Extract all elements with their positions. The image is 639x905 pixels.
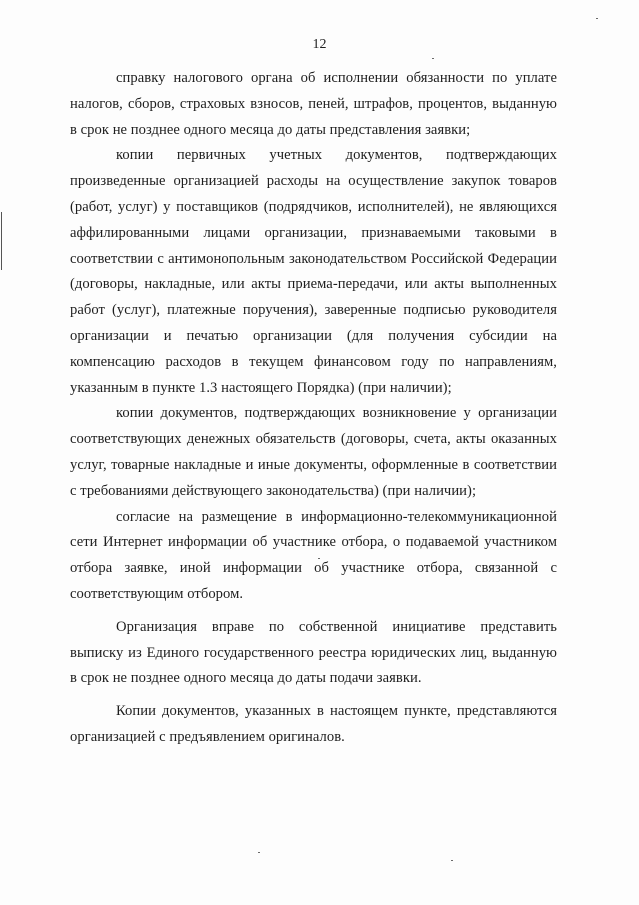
scan-speck (451, 860, 453, 861)
page-number: 12 (312, 37, 327, 52)
paragraph-tax-certificate: справку налогового органа об исполнении обязанности по уплате налогов, сборов, страховых взносов, пеней, штрафов, процентов, выданную в срок не позднее одного месяца до даты представления заявки; (70, 70, 557, 138)
paragraph-consent: согласие на размещение в информационно-телекоммуникационной сети Интернет информации об участнике отбора, о подаваемой участником отбора заявке, иной информации об участнике отбора, связанной с соответствующим отбором. (70, 508, 557, 602)
paragraph-copies-originals: Копии документов, указанных в настоящем пункте, представляются организацией с предъявлением оригиналов. (70, 703, 557, 745)
scan-speck (596, 18, 598, 19)
paragraph-primary-documents: копии первичных учетных документов, подтверждающих произведенные организацией расходы на осуществление закупок товаров (работ, услуг) у поставщиков (подрядчиков, исполнителей), не являющихся аффилированными лицами организации, признаваемыми таковыми в соответствии с антимонопольным законодательством Российской Федерации (договоры, накладные, или акты приема-передачи, или акты выполненных работ (услуг), платежные поручения), заверенные подписью руководителя организации и печатью организации (для получения субсидии на компенсацию расходов в текущем финансовом году по направлениям, указанным в пункте 1.3 настоящего Порядка) (при наличии); (70, 147, 557, 396)
paragraph-registry-extract: Организация вправе по собственной инициативе представить выписку из Единого государственного реестра юридических лиц, выданную в срок не позднее одного месяца до даты подачи заявки. (70, 618, 557, 687)
scan-speck (258, 852, 260, 853)
paragraph-obligation-documents: копии документов, подтверждающих возникновение у организации соответствующих денежных обязательств (договоры, счета, акты оказанных услуг, товарные накладные и иные документы, оформленные в соответствии с требованиями действующего законодательства) (при наличии); (70, 405, 557, 499)
scan-edge-mark (1, 212, 2, 270)
scan-speck (432, 58, 434, 59)
document-body (70, 66, 557, 751)
